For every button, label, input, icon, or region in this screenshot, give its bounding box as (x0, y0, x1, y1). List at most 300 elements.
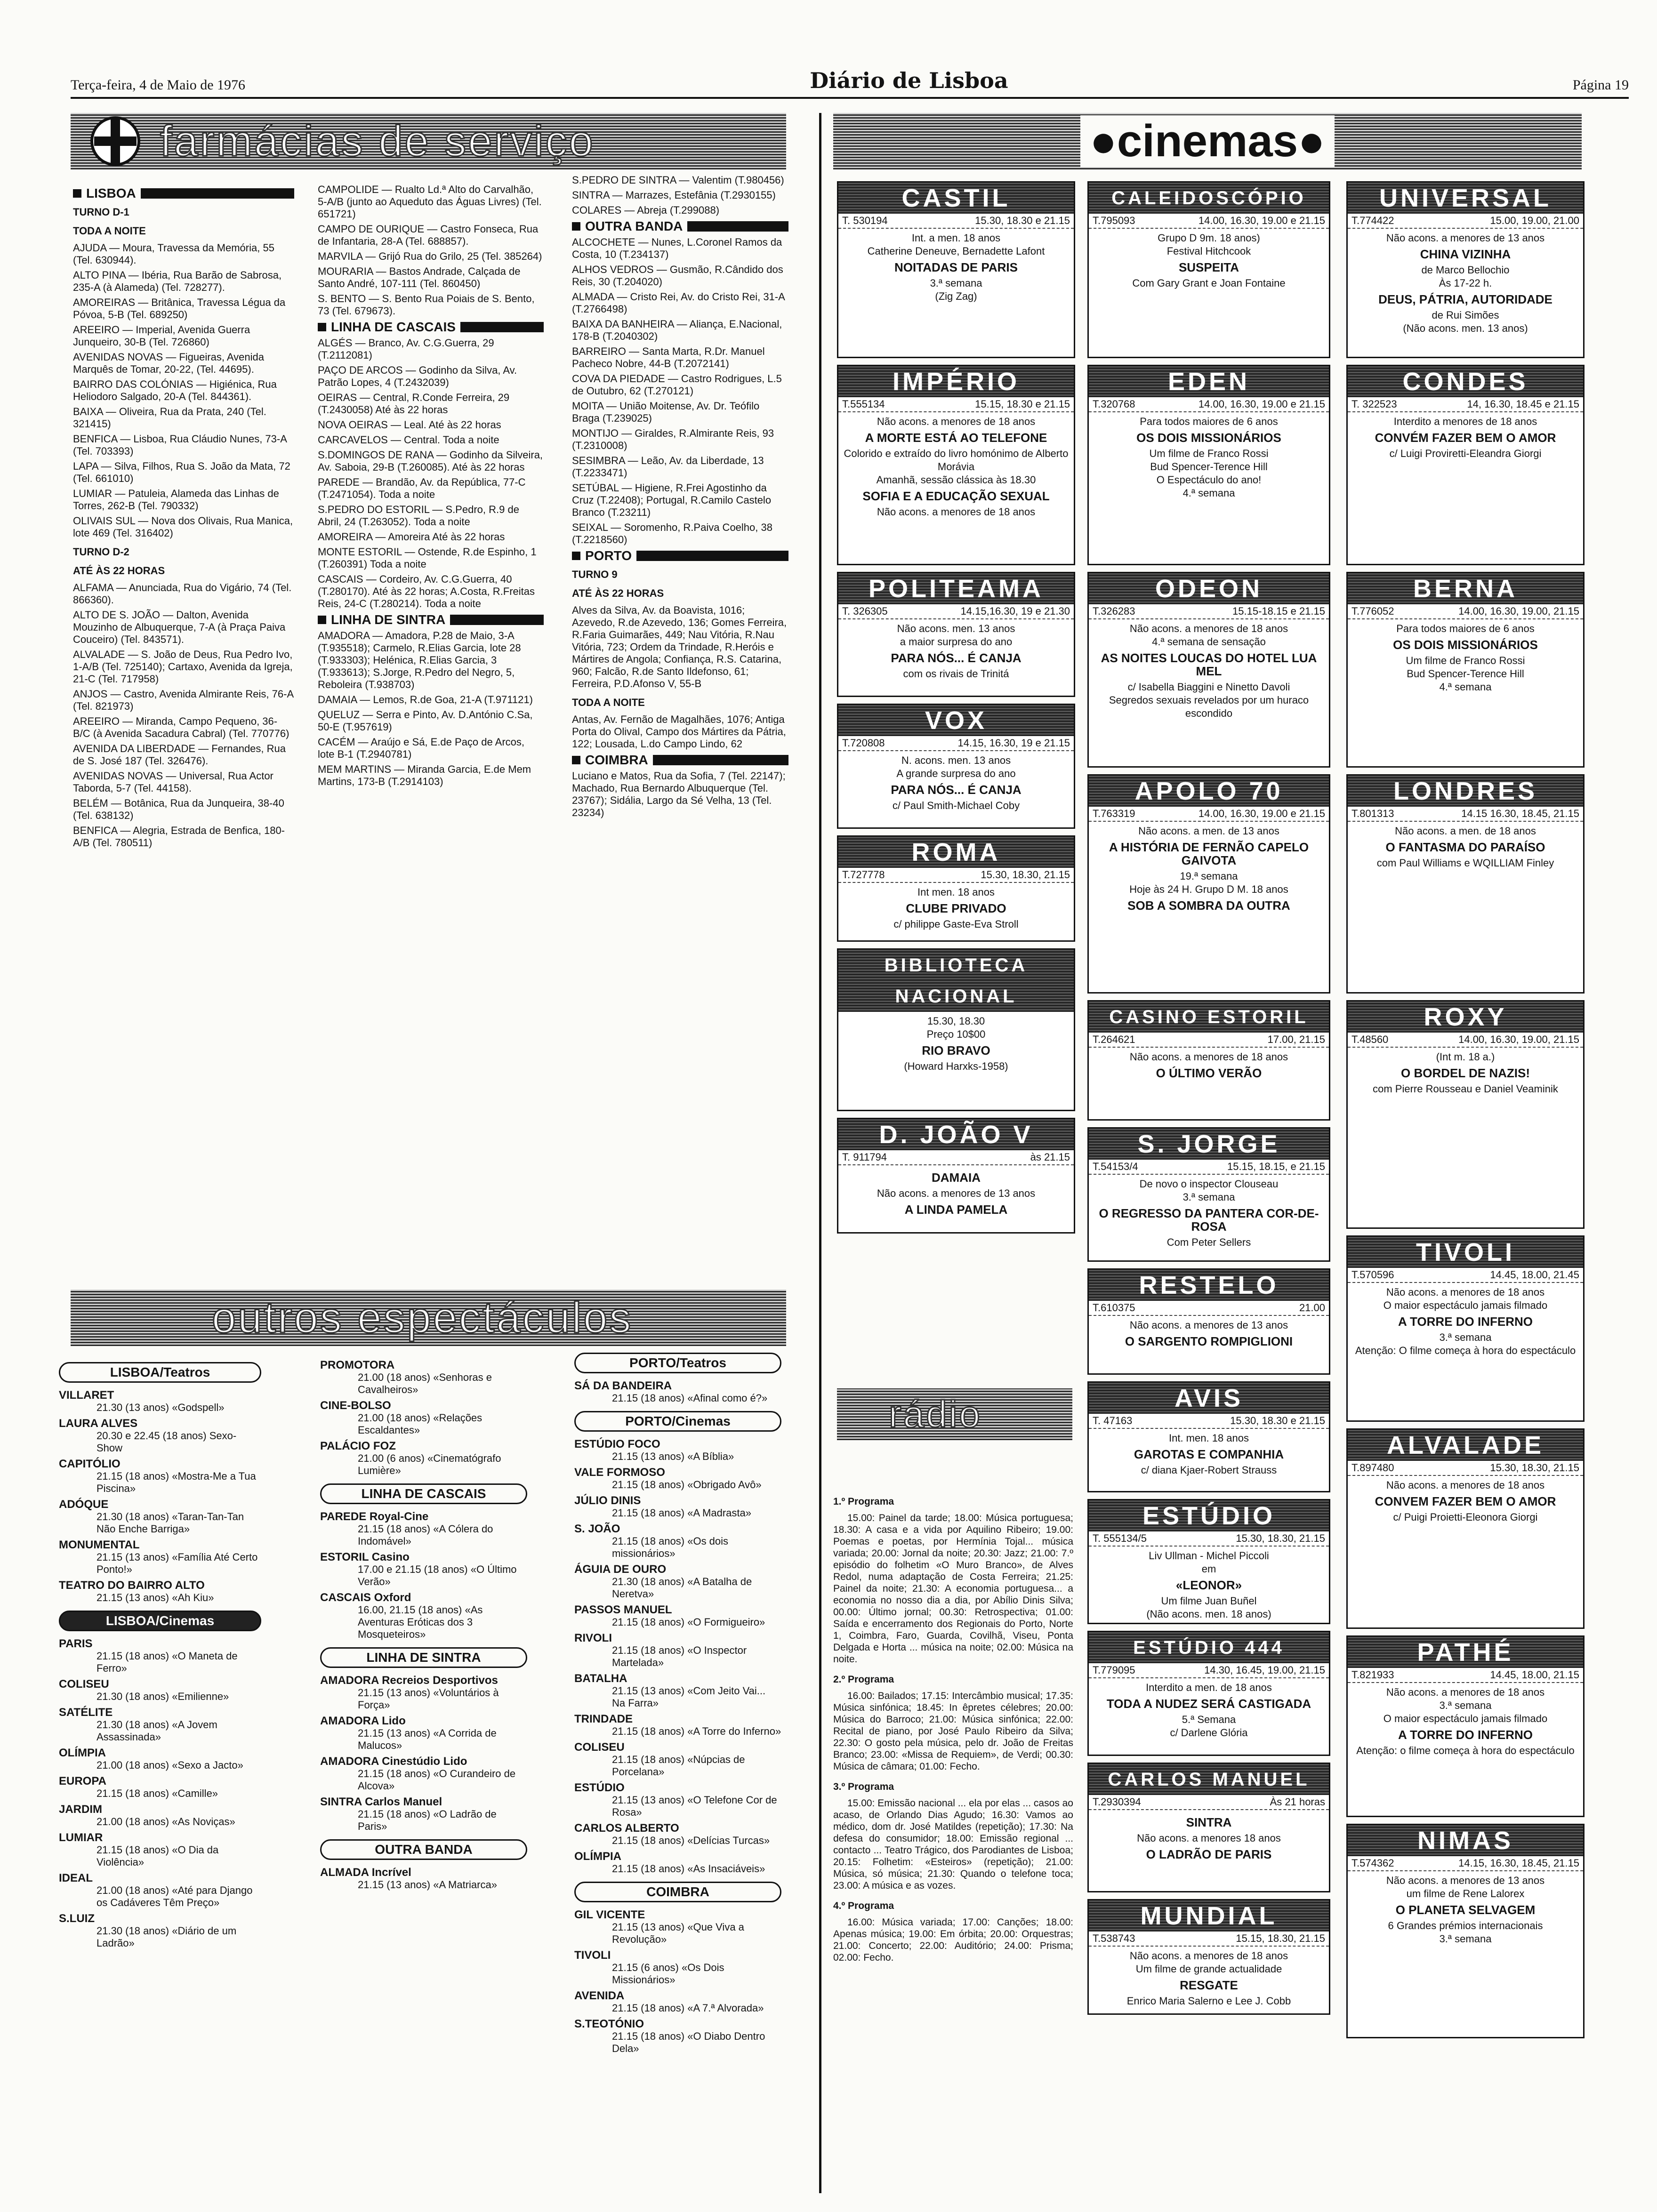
cinema-box (1087, 365, 1330, 565)
film-info: Não acons. a menores de 13 anos (1129, 1319, 1288, 1331)
cinema-phone: T.795093 (1093, 215, 1135, 226)
radio-col (833, 1487, 1073, 1966)
cinema-schedule (1348, 1461, 1583, 1476)
cinema-schedule (1089, 1531, 1329, 1547)
cinema-schedule (1089, 1160, 1329, 1175)
pharmacy-entry: CAMPO DE OURIQUE — Castro Fonseca, Rua de Infantaria, 28-A (Tel. 688857). (318, 223, 539, 247)
cinema-schedule (838, 214, 1074, 229)
cinema-times: 15.00, 19.00, 21.00 (1490, 215, 1579, 226)
cinema-schedule (1348, 1668, 1583, 1683)
cinema-box (1087, 181, 1330, 358)
cinema-name: CONDES (1348, 366, 1583, 397)
pharmacy-entry: NOVA OEIRAS — Leal. Até às 22 horas (318, 419, 501, 431)
cinema-name: CASTIL (838, 183, 1074, 214)
cinema-box (1087, 1381, 1330, 1492)
cinema-times: às 21.15 (1030, 1151, 1070, 1163)
film-info: Grupo D 9m. 18 anos) (1158, 232, 1260, 244)
pharmacy-entry: ALHOS VEDROS — Gusmão, R.Cândido dos Reis, 30 (T.204020) (572, 264, 783, 288)
film-info: Com Gary Grant e Joan Fontaine (1132, 277, 1286, 289)
film-info: Não acons. a menores de 18 anos (877, 416, 1036, 427)
film-info: Não acons. a menores de 13 anos (877, 1187, 1036, 1199)
category-pill: PORTO/Cinemas (574, 1411, 781, 1432)
film-info: Não acons. a men. de 18 anos (1395, 825, 1536, 837)
film-info: Para todos maiores de 6 anos (1140, 416, 1278, 427)
venue-name: PROMOTORA (320, 1359, 395, 1371)
pharmacy-entry: S. BENTO — S. Bento Rua Poiais de S. Bento, 73 (Tel. 679673). (318, 293, 535, 317)
cinema-details (1089, 412, 1329, 503)
cinema-times: 17.00, 21.15 (1267, 1034, 1325, 1045)
radio-program-title: 4.º Programa (833, 1900, 894, 1911)
venue-name: PAREDE Royal-Cine (320, 1510, 429, 1523)
cinema-schedule (1089, 1931, 1329, 1947)
cinema-schedule (838, 1150, 1074, 1165)
film-info: Não acons. a menores 18 anos (1137, 1832, 1281, 1844)
cinema-times: 14.15 16.30, 18.45, 21.15 (1461, 808, 1579, 819)
venue-name: COLISEU (59, 1678, 109, 1691)
cinema-phone: T. 322523 (1351, 398, 1397, 410)
cinema-box (837, 835, 1075, 942)
shift-label: TODA A NOITE (572, 697, 645, 708)
cinema-phone: T.897480 (1351, 1462, 1394, 1474)
cinema-name: LONDRES (1348, 776, 1583, 807)
shift-label: ATÉ ÀS 22 HORAS (572, 587, 664, 599)
cinema-box (1346, 572, 1585, 768)
cinema-name: TIVOLI (1348, 1237, 1583, 1268)
cinema-schedule (1089, 1663, 1329, 1678)
film-info: Liv Ullman - Michel Piccoli (1149, 1550, 1269, 1562)
venue-info: 21.00 (6 anos) «Cinematógrafo Lumière» (358, 1452, 501, 1476)
venue-name: SATÉLITE (59, 1706, 113, 1719)
pharmacy-entry: BAIXA DA BANHEIRA — Aliança, E.Nacional, 178-B (T.2040302) (572, 318, 782, 342)
cinema-phone: T.538743 (1093, 1932, 1135, 1944)
film-title: GAROTAS E COMPANHIA (1134, 1447, 1284, 1461)
cinema-phone: T. 326305 (842, 605, 888, 617)
venue-name: ESTORIL Casino (320, 1551, 410, 1563)
film-title: O ÚLTIMO VERÃO (1156, 1066, 1262, 1080)
cinema-box (837, 948, 1075, 1111)
pharmacy-entry: ALTO PINA — Ibéria, Rua Barão de Sabrosa, 235-A (à Alameda) (Tel. 728277). (73, 269, 282, 293)
cinema-name: NIMAS (1348, 1825, 1583, 1856)
venue-name: MONUMENTAL (59, 1539, 140, 1551)
pharmacy-entry: ALVALADE — S. João de Deus, Rua Pedro Ivo, 1-A/B (Tel. 725140); Cartaxo, Avenida da Igreja, 21-C (Tel. 717958) (73, 649, 293, 685)
section-heading (318, 614, 544, 626)
film-info: Colorido e extraído do livro homónimo de Alberto Morávia (844, 448, 1069, 473)
cinema-phone: T.574362 (1351, 1857, 1394, 1869)
film-info: Um filme Juan Buñel (1161, 1595, 1257, 1607)
category-pill: LISBOA/Cinemas (59, 1611, 261, 1631)
cinema-box (837, 365, 1075, 565)
section-heading (73, 187, 294, 200)
venue-name: JÚLIO DINIS (574, 1494, 641, 1507)
cinema-phone: T.801313 (1351, 808, 1394, 819)
cinema-times: 14.45, 18.00, 21.15 (1490, 1669, 1579, 1681)
pharmacy-entry: BENFICA — Lisboa, Rua Cláudio Nunes, 73-A (Tel. 703393) (73, 433, 287, 457)
radio-program-text: 16.00: Música variada; 17.00: Canções; 18.00: Apenas música; 19.00: Em órbita; 20.00: Orquestras; 21.00: Concerto; 22.00: Auditório; 24.00: Prisma; 02.00: Fecho. (833, 1917, 1073, 1963)
venue-info: 21.15 (18 anos) «A Torre do Inferno» (612, 1725, 781, 1737)
cinema-times: 14.00, 16.30, 19.00, 21.15 (1458, 1034, 1579, 1045)
film-title: SOB A SOMBRA DA OUTRA (1127, 898, 1290, 913)
film-info: Às 17-22 h. (1439, 277, 1492, 289)
shift-label: TURNO 9 (572, 569, 618, 580)
cinema-times: 15.30, 18.30, 21.15 (981, 869, 1070, 881)
film-title: AS NOITES LOUCAS DO HOTEL LUA MEL (1101, 651, 1317, 678)
venue-info: 21.15 (13 anos) «Família Até Certo Ponto!» (97, 1551, 258, 1575)
venue-info: 21.15 (18 anos) «Núpcias de Porcelana» (612, 1754, 745, 1778)
farmacias-banner (71, 113, 786, 169)
venue-info: 21.30 (13 anos) «Godspell» (97, 1402, 225, 1413)
pharmacy-entry: BAIXA — Oliveira, Rua da Prata, 240 (Tel. 321415) (73, 406, 266, 430)
venue-name: TIVOLI (574, 1949, 611, 1962)
pharmacy-entry: ALMADA — Cristo Rei, Av. do Cristo Rei, 31-A (T.2766498) (572, 291, 785, 315)
venue-name: BATALHA (574, 1672, 627, 1685)
venue-info: 21.00 (18 anos) «As Noviças» (97, 1816, 235, 1827)
cinema-times: 14.45, 18.00, 21.45 (1490, 1269, 1579, 1281)
venue-name: ESTÚDIO FOCO (574, 1438, 660, 1451)
venue-info: 21.30 (18 anos) «A Batalha de Neretva» (612, 1576, 752, 1600)
venue-info: 21.15 (18 anos) «O Dia da Violência» (97, 1844, 219, 1868)
section-bar (460, 322, 544, 332)
venue-info: 21.15 (13 anos) «Com Jeito Vai... Na Farra» (612, 1685, 766, 1709)
pharmacy-entry: CAMPOLIDE — Rualto Ld.ª Alto do Carvalhão, 5-A/B (junto ao Aqueduto das Águas Livres) (Tel. 651721) (318, 184, 542, 220)
venue-name: CINE-BOLSO (320, 1399, 391, 1412)
cinema-phone: T. 555134/5 (1093, 1532, 1147, 1544)
cinema-schedule (1348, 807, 1583, 822)
cinema-details (1089, 619, 1329, 723)
venue-name: IDEAL (59, 1872, 93, 1884)
cinema-name: ALVALADE (1348, 1430, 1583, 1461)
cinema-box (1346, 365, 1585, 565)
cinema-box (1346, 1635, 1585, 1817)
outros-col-1 (59, 1355, 261, 1949)
pharmacy-entry: MONTE ESTORIL — Ostende, R.de Espinho, 1 (T.260391) Toda a noite (318, 546, 537, 570)
cinema-phone: T.610375 (1093, 1302, 1135, 1314)
category-pill: OUTRA BANDA (320, 1839, 527, 1860)
venue-info: 21.15 (6 anos) «Os Dois Missionários» (612, 1962, 724, 1986)
radio-program-text: 16.00: Bailados; 17.15: Intercâmbio musical; 17.35: Música sinfónica; 18.45: In êpretes célebres; 20.00: Música do Barroco; 21.00: Música sinfónica; 22.00: Recital de piano, por José Paulo Ribeiro da Silva; 22.30: O gosto pela música, pelo dr. João de Freitas Branco; 23.00: «Missa de Requiem», de Verdi; 00.30: Música de câmara; 01.00: Fecho. (833, 1691, 1073, 1772)
pharmacy-entry: ANJOS — Castro, Avenida Almirante Reis, 76-A (Tel. 821973) (73, 688, 293, 712)
square-marker (318, 323, 326, 331)
page-number: Página 19 (1572, 77, 1629, 93)
venue-name: OLÍMPIA (59, 1747, 106, 1759)
cinema-name: EDEN (1089, 366, 1329, 397)
square-marker (572, 756, 580, 764)
venue-info: 21.00 (18 anos) «Relações Escaldantes» (358, 1412, 483, 1436)
pharmacy-entry: AJUDA — Moura, Travessa da Memória, 55 (Tel. 630944). (73, 242, 274, 266)
cinemas-banner-title: ●cinemas● (1080, 115, 1335, 167)
venue-info: 21.15 (18 anos) «O Formigueiro» (612, 1616, 765, 1628)
cinema-details (838, 619, 1074, 683)
pharmacy-entry: MEM MARTINS — Miranda Garcia, E.de Mem Martins, 173-B (T.2914103) (318, 763, 531, 787)
cinema-name: POLITEAMA (838, 573, 1074, 604)
section-bar (141, 188, 294, 199)
film-title: A LINDA PAMELA (904, 1202, 1008, 1217)
pharmacy-entry: ALCOCHETE — Nunes, L.Coronel Ramos da Costa, 10 (T.234137) (572, 236, 782, 260)
cinema-phone: T.326283 (1093, 605, 1135, 617)
pharmacy-entry: SINTRA — Marrazes, Estefânia (T.2930155) (572, 189, 776, 201)
film-info: Não acons. a menores de 18 anos (1386, 1286, 1545, 1298)
film-title: TODA A NUDEZ SERÁ CASTIGADA (1106, 1697, 1311, 1711)
venue-info: 16.00, 21.15 (18 anos) «As Aventuras Eróticas dos 3 Mosqueteiros» (358, 1604, 483, 1640)
cinema-phone: T.727778 (842, 869, 885, 881)
cinema-times: 14.15, 16.30, 18.45, 21.15 (1458, 1857, 1579, 1869)
film-title: O SARGENTO ROMPIGLIONI (1125, 1334, 1293, 1348)
cinema-details (1089, 229, 1329, 293)
venue-name: TRINDADE (574, 1713, 633, 1725)
cinema-schedule (1089, 397, 1329, 412)
cinema-box (1346, 181, 1585, 358)
cinema-times: Às 21 horas (1270, 1796, 1325, 1808)
cinema-schedule (838, 736, 1074, 751)
cinema-details (838, 412, 1074, 521)
venue-name: OLÍMPIA (574, 1850, 621, 1863)
film-info: com Paul Williams e WQILLIAM Finley (1376, 857, 1554, 869)
farmacias-col-3 (572, 174, 788, 822)
cinema-details (1089, 1175, 1329, 1252)
film-title: OS DOIS MISSIONÁRIOS (1136, 431, 1281, 445)
cinema-name: S. JORGE (1089, 1129, 1329, 1160)
pharmacy-entry: AMOREIRAS — Britânica, Travessa Légua da Póvoa, 5-B (Tel. 689250) (73, 297, 286, 321)
film-info: Preço 10$00 (926, 1028, 986, 1040)
film-title: RESGATE (1180, 1978, 1238, 1992)
film-info: Não acons. a menores de 18 anos (1129, 623, 1288, 634)
pharmacy-entry: BARREIRO — Santa Marta, R.Dr. Manuel Pacheco Nobre, 44-B (T.2072141) (572, 345, 765, 369)
cinema-times: 14.15, 16.30, 19 e 21.15 (957, 737, 1070, 749)
venue-info: 21.30 (18 anos) «Emilienne» (97, 1691, 229, 1702)
category-pill: PORTO/Teatros (574, 1353, 781, 1373)
cinema-details (1348, 412, 1583, 463)
square-marker (572, 222, 580, 231)
cinema-times: 15.15, 18.30 e 21.15 (975, 398, 1070, 410)
cinema-times: 14.15,16.30, 19 e 21.30 (960, 605, 1070, 617)
venue-info: 21.15 (13 anos) «Que Viva a Revolução» (612, 1921, 744, 1945)
section-title: PORTO (585, 548, 632, 563)
cinema-details (1348, 1476, 1583, 1527)
outros-banner-title: outros espectáculos (212, 1293, 633, 1342)
cinema-schedule (1089, 1301, 1329, 1316)
film-info: (Não acons. men. 13 anos) (1403, 322, 1528, 334)
cinema-phone: T. 47163 (1093, 1415, 1133, 1427)
cinema-box (1346, 1824, 1585, 2038)
venue-name: EUROPA (59, 1775, 106, 1787)
section-title: LINHA DE CASCAIS (331, 320, 456, 334)
film-info: Hoje às 24 H. Grupo D M. 18 anos (1129, 883, 1288, 895)
film-info: Não acons. a menores de 18 anos (877, 506, 1036, 518)
film-info: Festival Hitchcook (1166, 245, 1251, 257)
film-info: de Marco Bellochio (1421, 264, 1510, 276)
cinema-box (1346, 1000, 1585, 1229)
pharmacy-entry: AREEIRO — Miranda, Campo Pequeno, 36-B/C (à Avenida Sacadura Cabral) (Tel. 770776) (73, 715, 290, 739)
film-info: A grande surpresa do ano (896, 768, 1016, 779)
film-title: OS DOIS MISSIONÁRIOS (1393, 638, 1538, 652)
cinema-schedule (1089, 214, 1329, 229)
pharmacy-entry: ALFAMA — Anunciada, Rua do Vigário, 74 (Tel. 866360). (73, 582, 292, 606)
cinema-phone: T.763319 (1093, 808, 1135, 819)
cinema-details (838, 1012, 1074, 1076)
cinema-schedule (1348, 1856, 1583, 1871)
section-heading (318, 321, 544, 333)
cinema-phone: T.2930394 (1093, 1796, 1141, 1808)
venue-info: 21.15 (13 anos) «Voluntários à Força» (358, 1687, 499, 1711)
section-title: COIMBRA (585, 753, 648, 767)
pharmacy-cross-icon (85, 115, 146, 167)
film-info: 3.ª semana (1439, 1933, 1492, 1945)
film-title: «LEONOR» (1175, 1578, 1242, 1592)
pharmacy-entry: DAMAIA — Lemos, R.de Goa, 21-A (T.971121) (318, 694, 533, 705)
cinema-phone: T.720808 (842, 737, 885, 749)
film-title: O BORDEL DE NAZIS! (1401, 1066, 1530, 1080)
venue-info: 21.15 (18 anos) «A Madrasta» (612, 1507, 751, 1519)
radio-banner (837, 1388, 1072, 1440)
venue-info: 21.15 (13 anos) «A Bíblia» (612, 1451, 734, 1462)
cinema-details (1089, 1316, 1329, 1354)
pharmacy-entry: MARVILA — Grijó Rua do Grilo, 25 (Tel. 385264) (318, 250, 542, 262)
film-title: CONVEM FAZER BEM O AMOR (1375, 1494, 1556, 1508)
cinema-details (838, 883, 1074, 934)
pharmacy-entry: Luciano e Matos, Rua da Sofia, 7 (Tel. 22147); Machado, Rua Bernardo Albuquerque (Tel. 23767); Sidália, Largo da Sé Velha, 13 (Tel. 23234) (572, 770, 786, 818)
venue-name: VILLARET (59, 1389, 114, 1402)
cinema-name: D. JOÃO V (838, 1119, 1074, 1150)
pharmacy-entry: QUELUZ — Serra e Pinto, Av. D.António C.Sa, 50-E (T.957619) (318, 709, 533, 733)
pharmacy-entry: SETÚBAL — Higiene, R.Frei Agostinho da Cruz (T.22408); Portugal, R.Camilo Castelo Branco (T.23211) (572, 482, 772, 518)
film-info: De novo o inspector Clouseau (1139, 1178, 1279, 1190)
venue-info: 21.30 (18 anos) «Taran-Tan-Tan Não Enche Barriga» (97, 1511, 244, 1535)
radio-banner-title: rádio (889, 1393, 982, 1435)
cinema-details (838, 229, 1074, 306)
film-info: em (1201, 1563, 1216, 1575)
film-title: O PLANETA SELVAGEM (1395, 1903, 1536, 1917)
venue-name: PASSOS MANUEL (574, 1603, 672, 1616)
section-bar (450, 615, 544, 625)
venue-info: 21.15 (18 anos) «A 7.ª Alvorada» (612, 2002, 764, 2014)
pharmacy-entry: MONTIJO — Giraldes, R.Almirante Reis, 93 (T.2310008) (572, 427, 774, 451)
shift-label: ATÉ ÀS 22 HORAS (73, 565, 165, 577)
pharmacy-entry: BAIRRO DAS COLÓNIAS — Higiénica, Rua Heliodoro Salgado, 20-A (Tel. 844361). (73, 378, 277, 402)
cinema-name: CASINO ESTORIL (1089, 1002, 1329, 1033)
film-info: Não acons. a menores de 13 anos (1386, 232, 1545, 244)
shift-label: TURNO D-1 (73, 206, 129, 218)
film-info: Int men. 18 anos (917, 886, 995, 898)
cinema-name: CARLOS MANUEL (1089, 1764, 1329, 1795)
venue-info: 21.15 (13 anos) «A Corrida de Malucos» (358, 1727, 497, 1751)
shift-label: TURNO D-2 (73, 546, 129, 558)
film-info: Um filme de Franco Rossi (1406, 655, 1525, 666)
radio-program-title: 3.º Programa (833, 1781, 894, 1792)
pharmacy-entry: ALTO DE S. JOÃO — Dalton, Avenida Mouzinho de Albuquerque, 7-A (à Praça Paiva Couceiro) (Tel. 843571). (73, 609, 286, 645)
film-info: Um filme de Franco Rossi (1149, 448, 1269, 459)
radio-program-text: 15.00: Painel da tarde; 18.00: Música portuguesa; 18.30: A casa e a vida por Aquilino Ribeiro; 19.00: Poemas e poetas, por Hermínia Tojal... música variada; 20.00: Jornal da noite; 20.30: Jazz; 21.00: 7.º episódio do folhetim «O Muro Branco», de Alves Redol, numa adaptação de Costa Ferreira; 21.25: Painel da noite; 21.30: A economia portuguesa... a economia no nosso dia a dia, por Abílio Dinis Silva; 00.00: Último jornal; 00.30: Retrospectiva; 01.00: Saída e encerramento dos Regionais do Porto, Norte 1, Coimbra, Faro, Guarda, Covilhã, Viseu, Ponta Delgada e Horta ... música na noite; 02.00: Música na noite. (833, 1513, 1073, 1665)
venue-name: RIVOLI (574, 1632, 612, 1644)
venue-name: TEATRO DO BAIRRO ALTO (59, 1579, 205, 1592)
cinema-details (1089, 1947, 1329, 2011)
category-pill: LISBOA/Teatros (59, 1362, 261, 1383)
cinema-times: 21.00 (1299, 1302, 1325, 1314)
cinema-box (837, 704, 1075, 829)
film-title: SOFIA E A EDUCAÇÃO SEXUAL (862, 489, 1050, 503)
cinema-name: APOLO 70 (1089, 776, 1329, 807)
pharmacy-entry: MOITA — União Moitense, Av. Dr. Teófilo Braga (T.239025) (572, 400, 760, 424)
film-info: 3.ª semana (1182, 1191, 1235, 1203)
cinema-phone: T.48560 (1351, 1034, 1389, 1045)
film-info: 5.ª Semana (1182, 1714, 1236, 1725)
pharmacy-entry: COLARES — Abreja (T.299088) (572, 204, 720, 216)
film-info: c/ Darlene Glória (1170, 1727, 1248, 1739)
radio-program-text: 15.00: Emissão nacional ... ela por elas ... casos ao acaso, de Orlando Dias Agudo; 16.30: Vamos ao médico, dom dr. José Matildes (repetição); 17.30: Na defesa do consumidor; 18.00: Emissão regional ... contacto ... Teatro Trágico, dos Parodiantes de Lisboa; 20.15: Folhetim: «Esteiros» (repetição); 21.00: Música, só música; 21.30: Quando o telefone toca; 23.00: A música e as vozes. (833, 1798, 1073, 1891)
film-info: c/ philippe Gaste-Eva Stroll (893, 918, 1019, 930)
cinema-phone: T.779095 (1093, 1664, 1135, 1676)
film-info: de Rui Simões (1432, 309, 1499, 321)
venue-info: 17.00 e 21.15 (18 anos) «O Último Verão» (358, 1563, 517, 1587)
cinema-schedule (1089, 1414, 1329, 1429)
film-info: Interdito a menores de 18 anos (1393, 416, 1537, 427)
cinema-details (1089, 1547, 1329, 1624)
cinema-details (838, 1165, 1074, 1222)
cinema-times: 14.00, 16.30, 19.00 e 21.15 (1198, 215, 1325, 226)
venue-info: 21.15 (18 anos) «A Cólera do Indomável» (358, 1523, 493, 1547)
film-info: um filme de Rene Lalorex (1406, 1888, 1525, 1899)
cinema-details (1348, 1871, 1583, 1948)
cinema-name: CALEIDOSCÓPIO (1089, 183, 1329, 214)
venue-info: 21.15 (18 anos) «O Maneta de Ferro» (97, 1650, 238, 1674)
cinema-details (1348, 822, 1583, 873)
film-title: A TORRE DO INFERNO (1398, 1728, 1533, 1742)
film-title: A HISTÓRIA DE FERNÃO CAPELO GAIVOTA (1109, 840, 1309, 867)
venue-info: 21.15 (18 anos) «Camille» (97, 1787, 218, 1799)
cinema-phone: T.774422 (1351, 215, 1394, 226)
film-info: (Zig Zag) (935, 290, 977, 302)
pharmacy-entry: S.DOMINGOS DE RANA — Godinho da Silveira, Av. Saboia, 29-B (T.260085). Até às 22 horas (318, 449, 543, 473)
cinema-name: ODEON (1089, 573, 1329, 604)
venue-info: 21.00 (18 anos) «Sexo a Jacto» (97, 1759, 243, 1771)
film-info: Para todos maiores de 6 anos (1396, 623, 1535, 634)
pharmacy-entry: LUMIAR — Patuleia, Alameda das Linhas de Torres, 262-B (Tel. 790332) (73, 488, 279, 512)
venue-name: LUMIAR (59, 1831, 103, 1844)
venue-name: CARLOS ALBERTO (574, 1822, 679, 1835)
venue-name: ADÓQUE (59, 1498, 109, 1511)
film-info: c/ Isabella Biaggini e Ninetto Davoli (1127, 681, 1290, 693)
film-info: O maior espectáculo jamais filmado (1383, 1299, 1548, 1311)
venue-name: PALÁCIO FOZ (320, 1440, 396, 1452)
film-info: 4.ª semana (1182, 487, 1235, 499)
film-info: 4.ª semana de sensação (1152, 636, 1266, 648)
section-heading (572, 754, 788, 766)
pharmacy-entry: CACÉM — Araújo e Sá, E.de Paço de Arcos, lote B-1 (T.2940781) (318, 736, 524, 760)
film-info: 15.30, 18.30 (927, 1015, 985, 1027)
pharmacy-entry: MOURARIA — Bastos Andrade, Calçada de Santo André, 107-111 (Tel. 860450) (318, 265, 521, 289)
cinema-details (1348, 1048, 1583, 1098)
pharmacy-entry: BELÉM — Botânica, Rua da Junqueira, 38-40 (Tel. 638132) (73, 797, 284, 821)
pharmacy-entry: PAREDE — Brandão, Av. da República, 77-C (T.2471054). Toda a noite (318, 476, 526, 500)
cinema-phone: T.821933 (1351, 1669, 1394, 1681)
film-info: O Espectáculo do ano! (1156, 474, 1262, 486)
film-title: RIO BRAVO (922, 1043, 990, 1058)
pharmacy-entry: AMADORA — Amadora, P.28 de Maio, 3-A (T.935518); Carmelo, R.Elias Garcia, lote 28 (T.933303); Helénica, R.Elias Garcia, 3 (T.933613); S.Jorge, R.Pedro del Negro, 5, Reboleira (T.938703) (318, 630, 521, 690)
category-pill: COIMBRA (574, 1882, 781, 1902)
cinema-phone: T. 911794 (842, 1151, 887, 1163)
cinema-box (1346, 1428, 1585, 1629)
film-info: (Int m. 18 a.) (1436, 1051, 1495, 1063)
venue-name: S.TEOTÓNIO (574, 2018, 644, 2030)
cinema-details (1348, 1683, 1583, 1760)
film-info: Atenção: O filme começa à hora do espectáculo (1355, 1345, 1576, 1356)
venue-info: 21.15 (18 anos) «Mostra-Me a Tua Piscina» (97, 1470, 256, 1494)
section-bar (653, 755, 788, 765)
film-info: N. acons. men. 13 anos (901, 754, 1011, 766)
pharmacy-entry: S.PEDRO DO ESTORIL — S.Pedro, R.9 de Abril, 24 (T.263052). Toda a noite (318, 504, 519, 528)
film-title: CONVÉM FAZER BEM O AMOR (1375, 431, 1556, 445)
film-title: A TORRE DO INFERNO (1398, 1314, 1533, 1329)
cinema-name: BIBLIOTECA NACIONAL (838, 950, 1074, 1012)
venue-name: S.LUIZ (59, 1912, 95, 1925)
